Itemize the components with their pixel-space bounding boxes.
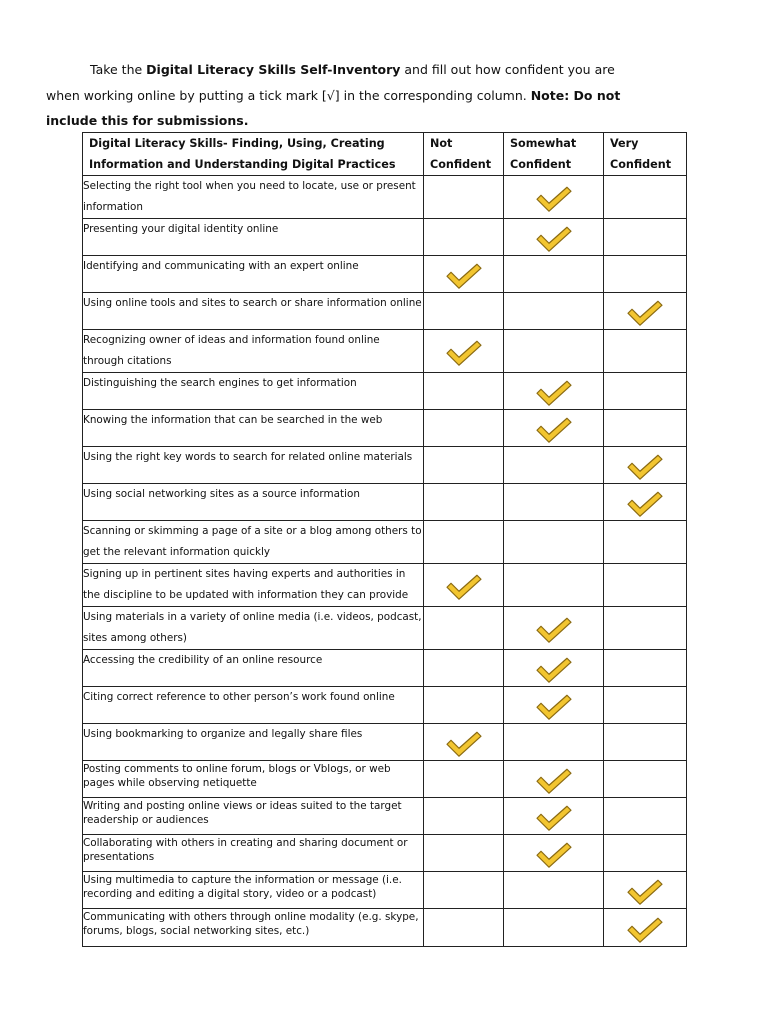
confidence-cell-not[interactable] — [424, 293, 504, 330]
confidence-cell-very[interactable] — [604, 410, 687, 447]
table-row — [83, 293, 687, 330]
confidence-cell-very[interactable] — [604, 176, 687, 219]
confidence-cell-somewhat[interactable] — [504, 484, 604, 521]
table-row — [83, 373, 687, 410]
skill-cell: Distinguishing the search engines to get information — [83, 373, 424, 410]
skill-cell: Citing correct reference to other person’s work found online — [83, 687, 424, 724]
confidence-cell-not[interactable] — [424, 256, 504, 293]
confidence-cell-not[interactable] — [424, 176, 504, 219]
skill-cell: Identifying and communicating with an expert online — [83, 256, 424, 293]
confidence-cell-not[interactable] — [424, 724, 504, 761]
table-row — [83, 521, 687, 564]
checkmark-icon — [535, 804, 573, 832]
header-somewhat-confident: Somewhat Confident — [504, 133, 604, 176]
checkmark-icon — [535, 616, 573, 644]
confidence-cell-not[interactable] — [424, 835, 504, 872]
table-row — [83, 330, 687, 373]
checkmark-icon — [445, 339, 483, 367]
checkmark-icon — [535, 656, 573, 684]
skill-cell: Using bookmarking to organize and legally share files — [83, 724, 424, 761]
confidence-cell-somewhat[interactable] — [504, 798, 604, 835]
confidence-cell-somewhat[interactable] — [504, 256, 604, 293]
table-row — [83, 761, 687, 798]
skill-cell: Using multimedia to capture the information or message (i.e. recording and editing a digital story, video or a podcast) — [83, 872, 424, 909]
table-row — [83, 256, 687, 293]
confidence-cell-somewhat[interactable] — [504, 909, 604, 947]
submission-note: Note: Do not include this for submissions. — [46, 87, 621, 128]
skill-cell: Using social networking sites as a source information — [83, 484, 424, 521]
checkmark-icon — [445, 730, 483, 758]
confidence-cell-somewhat[interactable] — [504, 293, 604, 330]
skill-cell: Posting comments to online forum, blogs or Vblogs, or web pages while observing netiquette — [83, 761, 424, 798]
skill-cell: Selecting the right tool when you need to locate, use or present information — [83, 176, 424, 219]
inventory-title: Digital Literacy Skills Self-Inventory — [146, 62, 401, 77]
table-row — [83, 687, 687, 724]
confidence-cell-somewhat[interactable] — [504, 176, 604, 219]
skill-cell: Using online tools and sites to search or share information online — [83, 293, 424, 330]
confidence-cell-very[interactable] — [604, 650, 687, 687]
confidence-cell-very[interactable] — [604, 761, 687, 798]
skill-cell: Presenting your digital identity online — [83, 219, 424, 256]
confidence-cell-very[interactable] — [604, 373, 687, 410]
checkmark-icon — [626, 453, 664, 481]
instructions-middle: and fill out how confident you are when working online by putting a tick mark [√] in the corresponding column. — [46, 62, 615, 103]
table-row — [83, 724, 687, 761]
skill-cell: Using materials in a variety of online media (i.e. videos, podcast, sites among others) — [83, 607, 424, 650]
confidence-cell-very[interactable] — [604, 484, 687, 521]
skill-cell: Communicating with others through online modality (e.g. skype, forums, blogs, social networking sites, etc.) — [83, 909, 424, 947]
confidence-cell-very[interactable] — [604, 330, 687, 373]
confidence-cell-not[interactable] — [424, 410, 504, 447]
confidence-cell-somewhat[interactable] — [504, 219, 604, 256]
confidence-cell-not[interactable] — [424, 447, 504, 484]
confidence-cell-somewhat[interactable] — [504, 330, 604, 373]
table-row — [83, 835, 687, 872]
confidence-cell-not[interactable] — [424, 761, 504, 798]
confidence-cell-not[interactable] — [424, 564, 504, 607]
checkmark-icon — [535, 185, 573, 213]
checkmark-icon — [535, 767, 573, 795]
skill-cell: Recognizing owner of ideas and information found online through citations — [83, 330, 424, 373]
checkmark-icon — [535, 416, 573, 444]
table-row — [83, 798, 687, 835]
table-row — [83, 872, 687, 909]
confidence-cell-somewhat[interactable] — [504, 447, 604, 484]
table-row — [83, 650, 687, 687]
confidence-cell-very[interactable] — [604, 872, 687, 909]
skill-cell: Writing and posting online views or ideas suited to the target readership or audiences — [83, 798, 424, 835]
confidence-cell-very[interactable] — [604, 724, 687, 761]
confidence-cell-not[interactable] — [424, 484, 504, 521]
skill-cell: Collaborating with others in creating and sharing document or presentations — [83, 835, 424, 872]
confidence-cell-very[interactable] — [604, 835, 687, 872]
skill-cell: Knowing the information that can be searched in the web — [83, 410, 424, 447]
confidence-cell-very[interactable] — [604, 564, 687, 607]
checkmark-icon — [535, 379, 573, 407]
checkmark-icon — [535, 841, 573, 869]
checkmark-icon — [445, 573, 483, 601]
confidence-cell-not[interactable] — [424, 650, 504, 687]
confidence-cell-not[interactable] — [424, 373, 504, 410]
confidence-cell-very[interactable] — [604, 447, 687, 484]
confidence-cell-very[interactable] — [604, 798, 687, 835]
confidence-cell-somewhat[interactable] — [504, 724, 604, 761]
confidence-cell-somewhat[interactable] — [504, 687, 604, 724]
table-row — [83, 176, 687, 219]
confidence-cell-not[interactable] — [424, 330, 504, 373]
confidence-cell-not[interactable] — [424, 687, 504, 724]
table-row — [83, 564, 687, 607]
instructions-paragraph — [46, 57, 646, 134]
confidence-cell-very[interactable] — [604, 293, 687, 330]
confidence-cell-not[interactable] — [424, 798, 504, 835]
confidence-cell-somewhat[interactable] — [504, 521, 604, 564]
checkmark-icon — [626, 878, 664, 906]
confidence-cell-somewhat[interactable] — [504, 872, 604, 909]
confidence-cell-somewhat[interactable] — [504, 835, 604, 872]
confidence-cell-very[interactable] — [604, 219, 687, 256]
confidence-cell-somewhat[interactable] — [504, 410, 604, 447]
confidence-cell-somewhat[interactable] — [504, 650, 604, 687]
confidence-cell-very[interactable] — [604, 256, 687, 293]
confidence-cell-not[interactable] — [424, 521, 504, 564]
skill-cell: Using the right key words to search for related online materials — [83, 447, 424, 484]
confidence-cell-somewhat[interactable] — [504, 564, 604, 607]
confidence-cell-not[interactable] — [424, 219, 504, 256]
confidence-cell-somewhat[interactable] — [504, 761, 604, 798]
table-header-row — [83, 133, 687, 176]
header-very-confident: Very Confident — [604, 133, 687, 176]
table-row — [83, 447, 687, 484]
table-row — [83, 410, 687, 447]
skill-cell: Scanning or skimming a page of a site or a blog among others to get the relevant information quickly — [83, 521, 424, 564]
table-row — [83, 909, 687, 947]
header-skill: Digital Literacy Skills- Finding, Using, Creating Information and Understanding Digital Practices — [83, 133, 424, 176]
instructions — [46, 57, 646, 134]
table-row — [83, 219, 687, 256]
confidence-cell-not[interactable] — [424, 909, 504, 947]
skills-inventory-table — [82, 132, 687, 947]
confidence-cell-very[interactable] — [604, 607, 687, 650]
confidence-cell-very[interactable] — [604, 687, 687, 724]
confidence-cell-very[interactable] — [604, 521, 687, 564]
confidence-cell-not[interactable] — [424, 607, 504, 650]
confidence-cell-somewhat[interactable] — [504, 373, 604, 410]
skill-cell: Accessing the credibility of an online resource — [83, 650, 424, 687]
instructions-prefix: Take the — [90, 62, 147, 77]
skill-cell: Signing up in pertinent sites having experts and authorities in the discipline to be updated with information they can provide — [83, 564, 424, 607]
checkmark-icon — [626, 916, 664, 944]
checkmark-icon — [445, 262, 483, 290]
confidence-cell-very[interactable] — [604, 909, 687, 947]
table-row — [83, 484, 687, 521]
checkmark-icon — [626, 490, 664, 518]
checkmark-icon — [535, 225, 573, 253]
table-row — [83, 607, 687, 650]
checkmark-icon — [626, 299, 664, 327]
confidence-cell-somewhat[interactable] — [504, 607, 604, 650]
checkmark-icon — [535, 693, 573, 721]
confidence-cell-not[interactable] — [424, 872, 504, 909]
header-not-confident: Not Confident — [424, 133, 504, 176]
